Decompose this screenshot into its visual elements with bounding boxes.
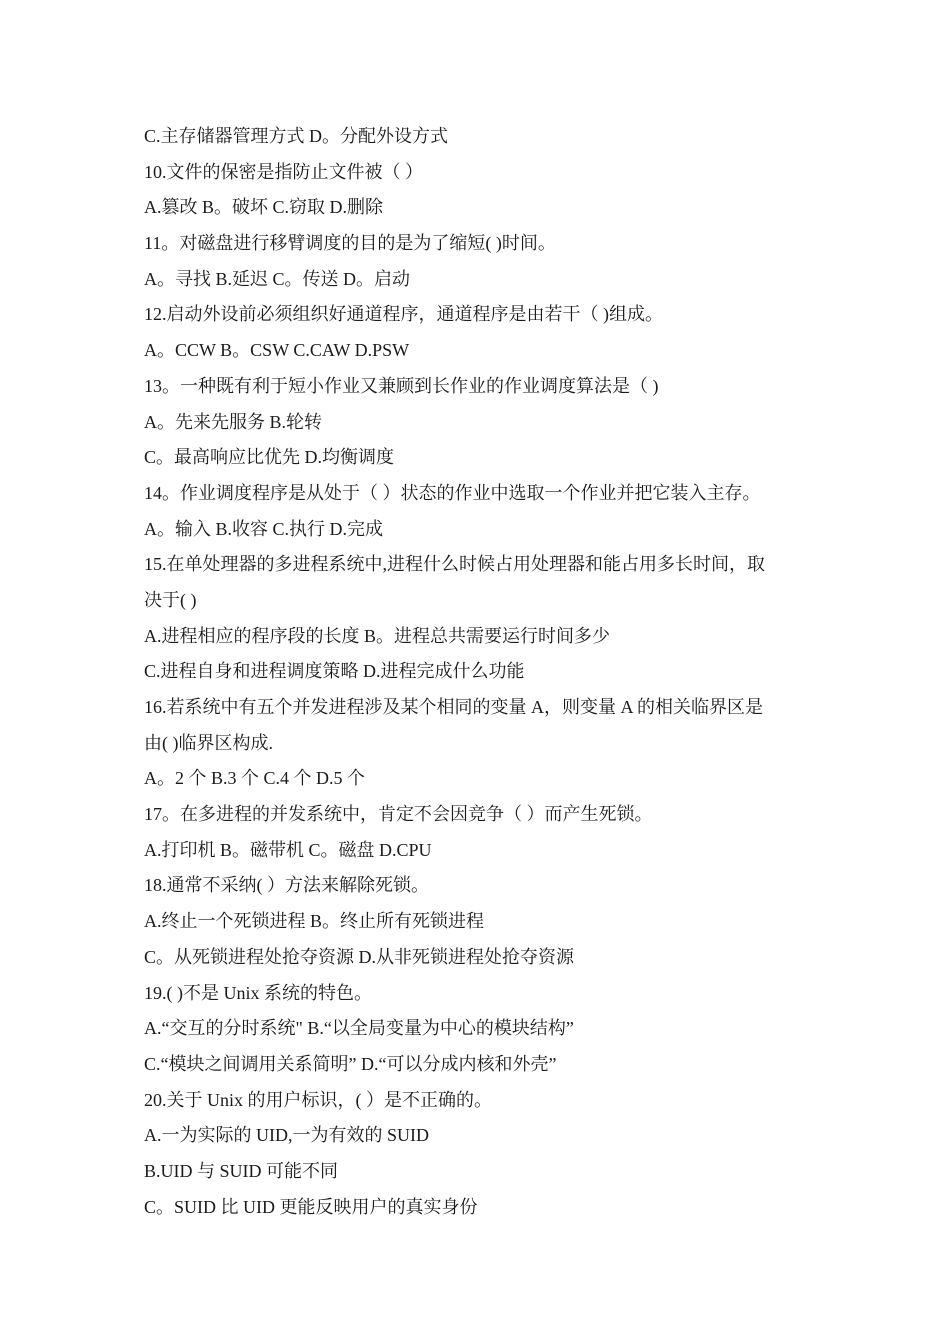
text-line: C.主存储器管理方式 D。分配外设方式 [144, 126, 449, 146]
document-page [144, 119, 814, 1225]
question-16: 16.若系统中有五个并发进程涉及某个相同的变量 A，则变量 A 的相关临界区是 [144, 697, 764, 717]
options-11: A。寻找 B.延迟 C。传送 D。启动 [144, 268, 411, 289]
options-18-ab: A.终止一个死锁进程 B。终止所有死锁进程 [144, 911, 485, 932]
question-11: 11。对磁盘进行移臂调度的目的是为了缩短( )时间。 [144, 233, 556, 254]
options-13-ab: A。先来先服务 B.轮转 [144, 411, 323, 432]
question-20: 20.关于 Unix 的用户标识，( ）是不正确的。 [144, 1089, 492, 1110]
options-19-cd: C.“模块之间调用关系简明” D.“可以分成内核和外壳” [144, 1053, 557, 1074]
question-19: 19.( )不是 Unix 系统的特色。 [144, 982, 372, 1003]
question-13: 13。一种既有利于短小作业又兼顾到长作业的作业调度算法是（ ) [144, 375, 659, 396]
question-16-cont: 由( )临界区构成. [144, 732, 273, 753]
question-12: 12.启动外设前必须组织好通道程序，通道程序是由若干（ )组成。 [144, 304, 663, 325]
option-20-a: A.一为实际的 UID,一为有效的 SUID [144, 1125, 429, 1146]
options-14: A。输入 B.收容 C.执行 D.完成 [144, 518, 384, 539]
question-15: 15.在单处理器的多进程系统中,进程什么时候占用处理器和能占用多长时间，取 [144, 554, 765, 575]
option-20-b: B.UID 与 SUID 可能不同 [144, 1160, 339, 1181]
question-18: 18.通常不采纳( ）方法来解除死锁。 [144, 875, 429, 896]
options-15-ab: A.进程相应的程序段的长度 B。进程总共需要运行时间多少 [144, 625, 611, 646]
options-16: A。2 个 B.3 个 C.4 个 D.5 个 [144, 768, 366, 789]
options-18-cd: C。从死锁进程处抢夺资源 D.从非死锁进程处抢夺资源 [144, 946, 575, 967]
question-10: 10.文件的保密是指防止文件被（ ） [144, 161, 423, 182]
question-17: 17。在多进程的并发系统中，肯定不会因竞争（ ）而产生死锁。 [144, 804, 653, 825]
options-15-cd: C.进程自身和进程调度策略 D.进程完成什么功能 [144, 661, 525, 682]
options-13-cd: C。最高响应比优先 D.均衡调度 [144, 447, 395, 468]
options-10: A.篡改 B。破坏 C.窃取 D.删除 [144, 197, 384, 218]
question-15-cont: 决于( ) [144, 589, 197, 610]
options-19-ab: A.“交互的分时系统" B.“以全局变量为中心的模块结构” [144, 1018, 574, 1039]
options-17: A.打印机 B。磁带机 C。磁盘 D.CPU [144, 839, 432, 860]
option-20-c: C。SUID 比 UID 更能反映用户的真实身份 [144, 1196, 478, 1217]
options-12: A。CCW B。CSW C.CAW D.PSW [144, 340, 410, 361]
question-14: 14。作业调度程序是从处于（ ）状态的作业中选取一个作业并把它装入主存。 [144, 482, 761, 503]
